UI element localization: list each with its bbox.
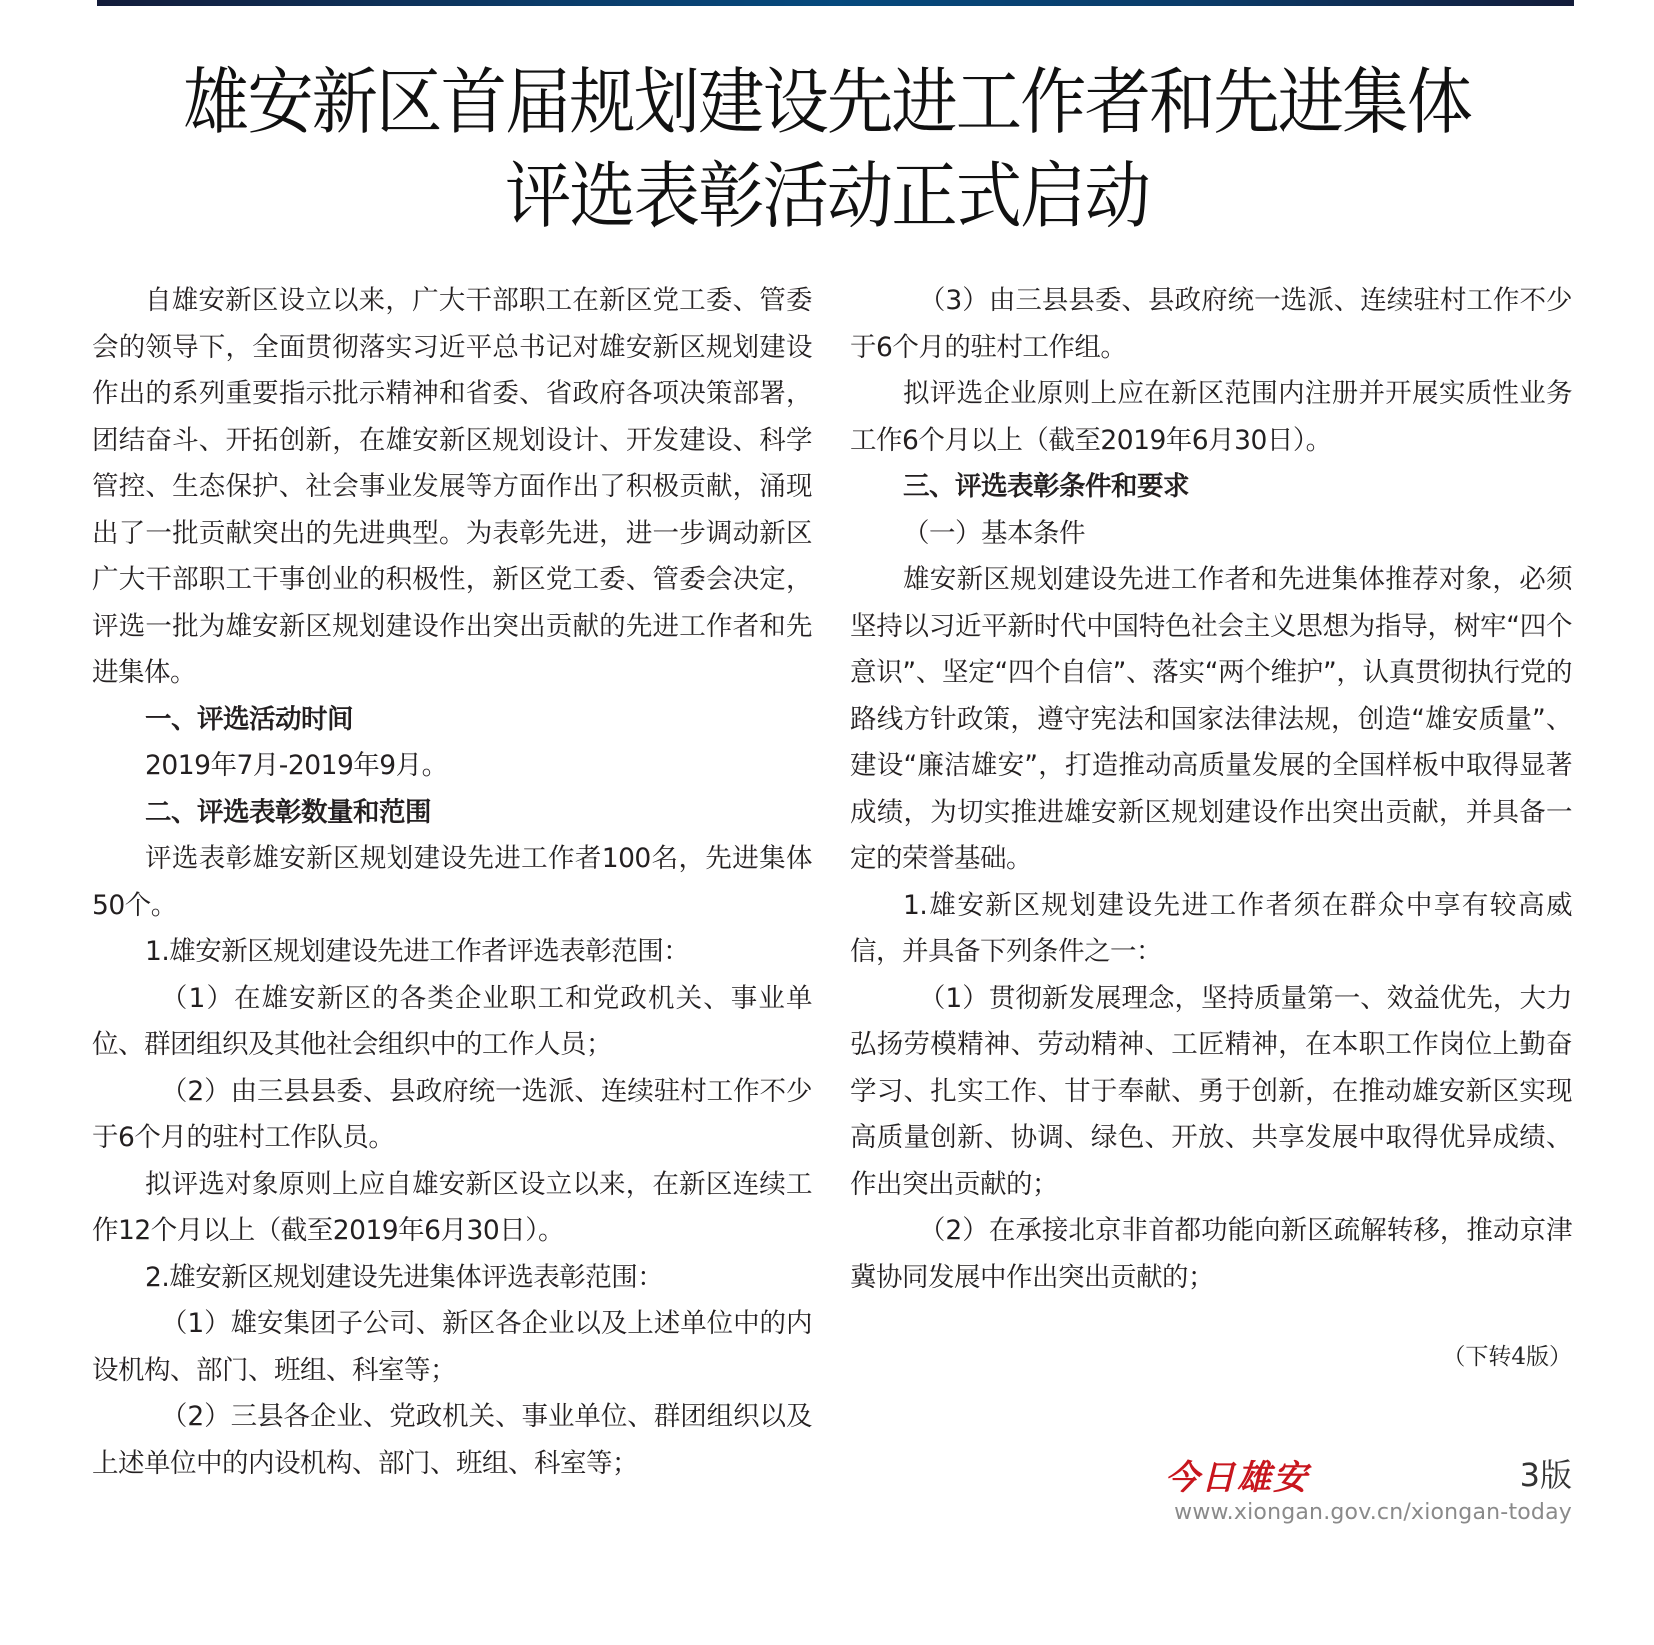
left-column (92, 278, 812, 1487)
top-decorative-bar (97, 0, 1574, 6)
scope-collective-note: 拟评选企业原则上应在新区范围内注册并开展实质性业务工作6个月以上（截至2019年6月30日）。 (850, 378, 1572, 456)
section-heading-time: 一、评选活动时间 (145, 703, 353, 735)
worker-condition-item-1: （1）贯彻新发展理念，坚持质量第一、效益优先，大力弘扬劳模精神、劳动精神、工匠精神，在本职工作岗位上勤奋学习、扎实工作、甘于奉献、勇于创新，在推动雄安新区实现高质量创新、协调、绿色、开放、共享发展中取得优异成绩、作出突出贡献的； (850, 982, 1572, 1200)
page-number: 3版 (1519, 1456, 1572, 1494)
scope-worker-note: 拟评选对象原则上应自雄安新区设立以来，在新区连续工作12个月以上（截至2019年6月30日）。 (92, 1168, 812, 1246)
scope-collective-item-1: （1）雄安集团子公司、新区各企业以及上述单位中的内设机构、部门、班组、科室等； (92, 1308, 812, 1386)
scope-worker-heading: 1.雄安新区规划建设先进工作者评选表彰范围： (145, 936, 690, 967)
scope-worker-item-2: （2）由三县县委、县政府统一选派、连续驻村工作不少于6个月的驻村工作队员。 (92, 1075, 812, 1153)
brand-logo: 今日雄安 (1165, 1458, 1309, 1498)
continued-note: （下转4版） (1442, 1344, 1572, 1370)
site-url: www.xiongan.gov.cn/xiongan-today (1174, 1500, 1572, 1525)
intro-paragraph: 自雄安新区设立以来，广大干部职工在新区党工委、管委会的领导下，全面贯彻落实习近平总书记对雄安新区规划建设作出的系列重要指示批示精神和省委、省政府各项决策部署，团结奋斗、开拓创新，在雄安新区规划设计、开发建设、科学管控、生态保护、社会事业发展等方面作出了积极贡献，涌现出了一批贡献突出的先进典型。为表彰先进，进一步调动新区广大干部职工干事创业的积极性，新区党工委、管委会决定，评选一批为雄安新区规划建设作出突出贡献的先进工作者和先进集体。 (92, 285, 812, 688)
worker-condition-item-2: （2）在承接北京非首都功能向新区疏解转移，推动京津冀协同发展中作出突出贡献的； (850, 1215, 1572, 1293)
scope-collective-item-3: （3）由三县县委、县政府统一选派、连续驻村工作不少于6个月的驻村工作组。 (850, 285, 1572, 363)
sub-heading-basic: （一）基本条件 (903, 517, 1085, 549)
title-line-1: 雄安新区首届规划建设先进工作者和先进集体 (182, 60, 1471, 144)
section-heading-scope: 二、评选表彰数量和范围 (145, 796, 431, 828)
page-title (0, 55, 1654, 243)
scope-worker-item-1: （1）在雄安新区的各类企业职工和党政机关、事业单位、群团组织及其他社会组织中的工作人员； (92, 982, 812, 1060)
title-line-2: 评选表彰活动正式启动 (504, 154, 1149, 238)
worker-condition-heading: 1.雄安新区规划建设先进工作者须在群众中享有较高威信，并具备下列条件之一： (850, 889, 1572, 967)
scope-collective-heading: 2.雄安新区规划建设先进集体评选表彰范围： (145, 1261, 664, 1293)
section-text-scope: 评选表彰雄安新区规划建设先进工作者100名，先进集体50个。 (92, 843, 812, 921)
scope-collective-item-2: （2）三县各企业、党政机关、事业单位、群团组织以及上述单位中的内设机构、部门、班组、科室等； (92, 1401, 812, 1479)
right-column (850, 278, 1572, 1301)
section-text-time: 2019年7月-2019年9月。 (145, 750, 448, 781)
section-heading-conditions: 三、评选表彰条件和要求 (903, 471, 1189, 502)
basic-conditions-text: 雄安新区规划建设先进工作者和先进集体推荐对象，必须坚持以习近平新时代中国特色社会主义思想为指导，树牢“四个意识”、坚定“四个自信”、落实“两个维护”，认真贯彻执行党的路线方针政策，遵守宪法和国家法律法规，创造“雄安质量”、建设“廉洁雄安”，打造推动高质量发展的全国样板中取得显著成绩，为切实推进雄安新区规划建设作出突出贡献，并具备一定的荣誉基础。 (850, 564, 1572, 874)
